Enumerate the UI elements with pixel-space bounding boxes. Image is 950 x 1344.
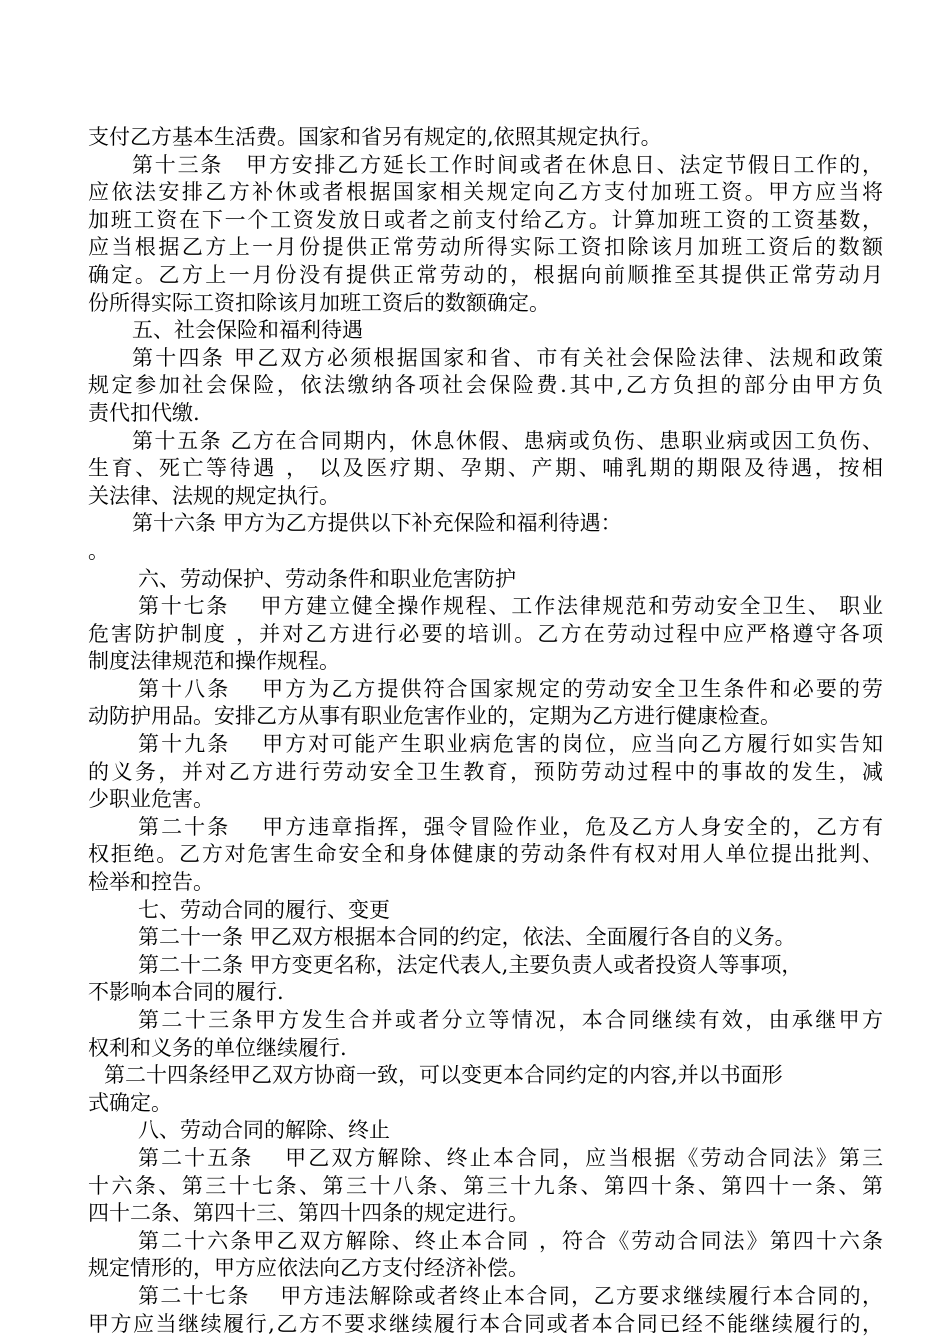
document-line: 八、劳动合同的解除、终止 — [138, 1118, 390, 1143]
document-line: 应依法安排乙方补休或者根据国家相关规定向乙方支付加班工资。甲方应当将 — [88, 180, 883, 205]
document-line: 制度法律规范和操作规程。 — [88, 649, 340, 674]
document-line: 第十七条 甲方建立健全操作规程、工作法律规范和劳动安全卫生、 职业 — [138, 594, 883, 619]
document-line: 权利和义务的单位继续履行. — [88, 1035, 347, 1060]
document-line: 第十三条 甲方安排乙方延长工作时间或者在休息日、法定节假日工作的， — [132, 152, 883, 177]
document-line: 规定情形的，甲方应依法向乙方支付经济补偿。 — [88, 1256, 529, 1281]
document-line: 第二十条 甲方违章指挥，强令冒险作业，危及乙方人身安全的，乙方有 — [138, 814, 883, 839]
document-line: 应当根据乙方上一月份提供正常劳动所得实际工资扣除该月加班工资后的数额 — [88, 235, 883, 260]
document-line: 七、劳动合同的履行、变更 — [138, 897, 390, 922]
document-line: 权拒绝。乙方对危害生命安全和身体健康的劳动条件有权对用人单位提出批判、 — [88, 842, 883, 867]
document-line: 关法律、法规的规定执行。 — [88, 483, 340, 508]
document-line: 规定参加社会保险，依法缴纳各项社会保险费.其中,乙方负担的部分由甲方负 — [88, 373, 883, 398]
document-line: 甲方应当继续履行,乙方不要求继续履行本合同或者本合同已经不能继续履行的， — [88, 1311, 883, 1336]
document-line: 六、劳动保护、劳动条件和职业危害防护 — [138, 566, 516, 591]
document-line: 危害防护制度 ，并对乙方进行必要的培训。乙方在劳动过程中应严格遵守各项 — [88, 621, 883, 646]
document-line: 第二十五条 甲乙双方解除、终止本合同，应当根据《劳动合同法》第三 — [138, 1145, 883, 1170]
document-line: 第十六条 甲方为乙方提供以下补充保险和福利待遇： — [132, 511, 622, 536]
document-line: 十六条、第三十七条、第三十八条、第三十九条、第四十条、第四十一条、第 — [88, 1173, 883, 1198]
document-line: 第二十二条 甲方变更名称，法定代表人,主要负责人或者投资人等事项， — [138, 952, 803, 977]
document-line: 五、社会保险和福利待遇 — [132, 318, 363, 343]
document-line: 第二十七条 甲方违法解除或者终止本合同，乙方要求继续履行本合同的， — [138, 1283, 883, 1308]
document-line: 少职业危害。 — [88, 787, 214, 812]
document-line: 生育、死亡等待遇 ， 以及医疗期、孕期、产期、哺乳期的期限及待遇，按相 — [88, 456, 883, 481]
document-line: 第二十一条 甲乙双方根据本合同的约定，依法、全面履行各自的义务。 — [138, 925, 796, 950]
document-line: 支付乙方基本生活费。国家和省另有规定的,依照其规定执行。 — [88, 125, 662, 149]
document-line: 第十四条 甲乙双方必须根据国家和省、市有关社会保险法律、法规和政策 — [132, 345, 883, 370]
document-line: 第十五条 乙方在合同期内，休息休假、患病或负伤、患职业病或因工负伤、 — [132, 428, 883, 453]
document-line: 。 — [88, 538, 109, 563]
document-line: 式确定。 — [88, 1090, 172, 1115]
document-line: 责代扣代缴. — [88, 400, 200, 425]
document-line: 确定。乙方上一月份没有提供正常劳动的，根据向前顺推至其提供正常劳动月 — [88, 262, 883, 287]
document-line: 加班工资在下一个工资发放日或者之前支付给乙方。计算加班工资的工资基数， — [88, 207, 883, 232]
document-line: 检举和控告。 — [88, 870, 214, 895]
document-line: 第二十六条甲乙双方解除、终止本合同 ，符合《劳动合同法》第四十六条 — [138, 1228, 883, 1253]
document-line: 的义务，并对乙方进行劳动安全卫生教育，预防劳动过程中的事故的发生，减 — [88, 759, 883, 784]
document-line: 不影响本合同的履行. — [88, 980, 284, 1005]
document-line: 第二十三条甲方发生合并或者分立等情况，本合同继续有效，由承继甲方 — [138, 1008, 883, 1032]
document-line: 第十九条 甲方对可能产生职业病危害的岗位，应当向乙方履行如实告知 — [138, 732, 883, 757]
document-line: 第十八条 甲方为乙方提供符合国家规定的劳动安全卫生条件和必要的劳 — [138, 676, 883, 701]
document-line: 动防护用品。安排乙方从事有职业危害作业的，定期为乙方进行健康检查。 — [88, 704, 781, 729]
document-line: 份所得实际工资扣除该月加班工资后的数额确定。 — [88, 290, 550, 315]
document-line: 第二十四条经甲乙双方协商一致，可以变更本合同约定的内容,并以书面形 — [104, 1063, 783, 1088]
document-line: 四十二条、第四十三、第四十四条的规定进行。 — [88, 1201, 529, 1226]
document-body — [88, 124, 883, 1338]
